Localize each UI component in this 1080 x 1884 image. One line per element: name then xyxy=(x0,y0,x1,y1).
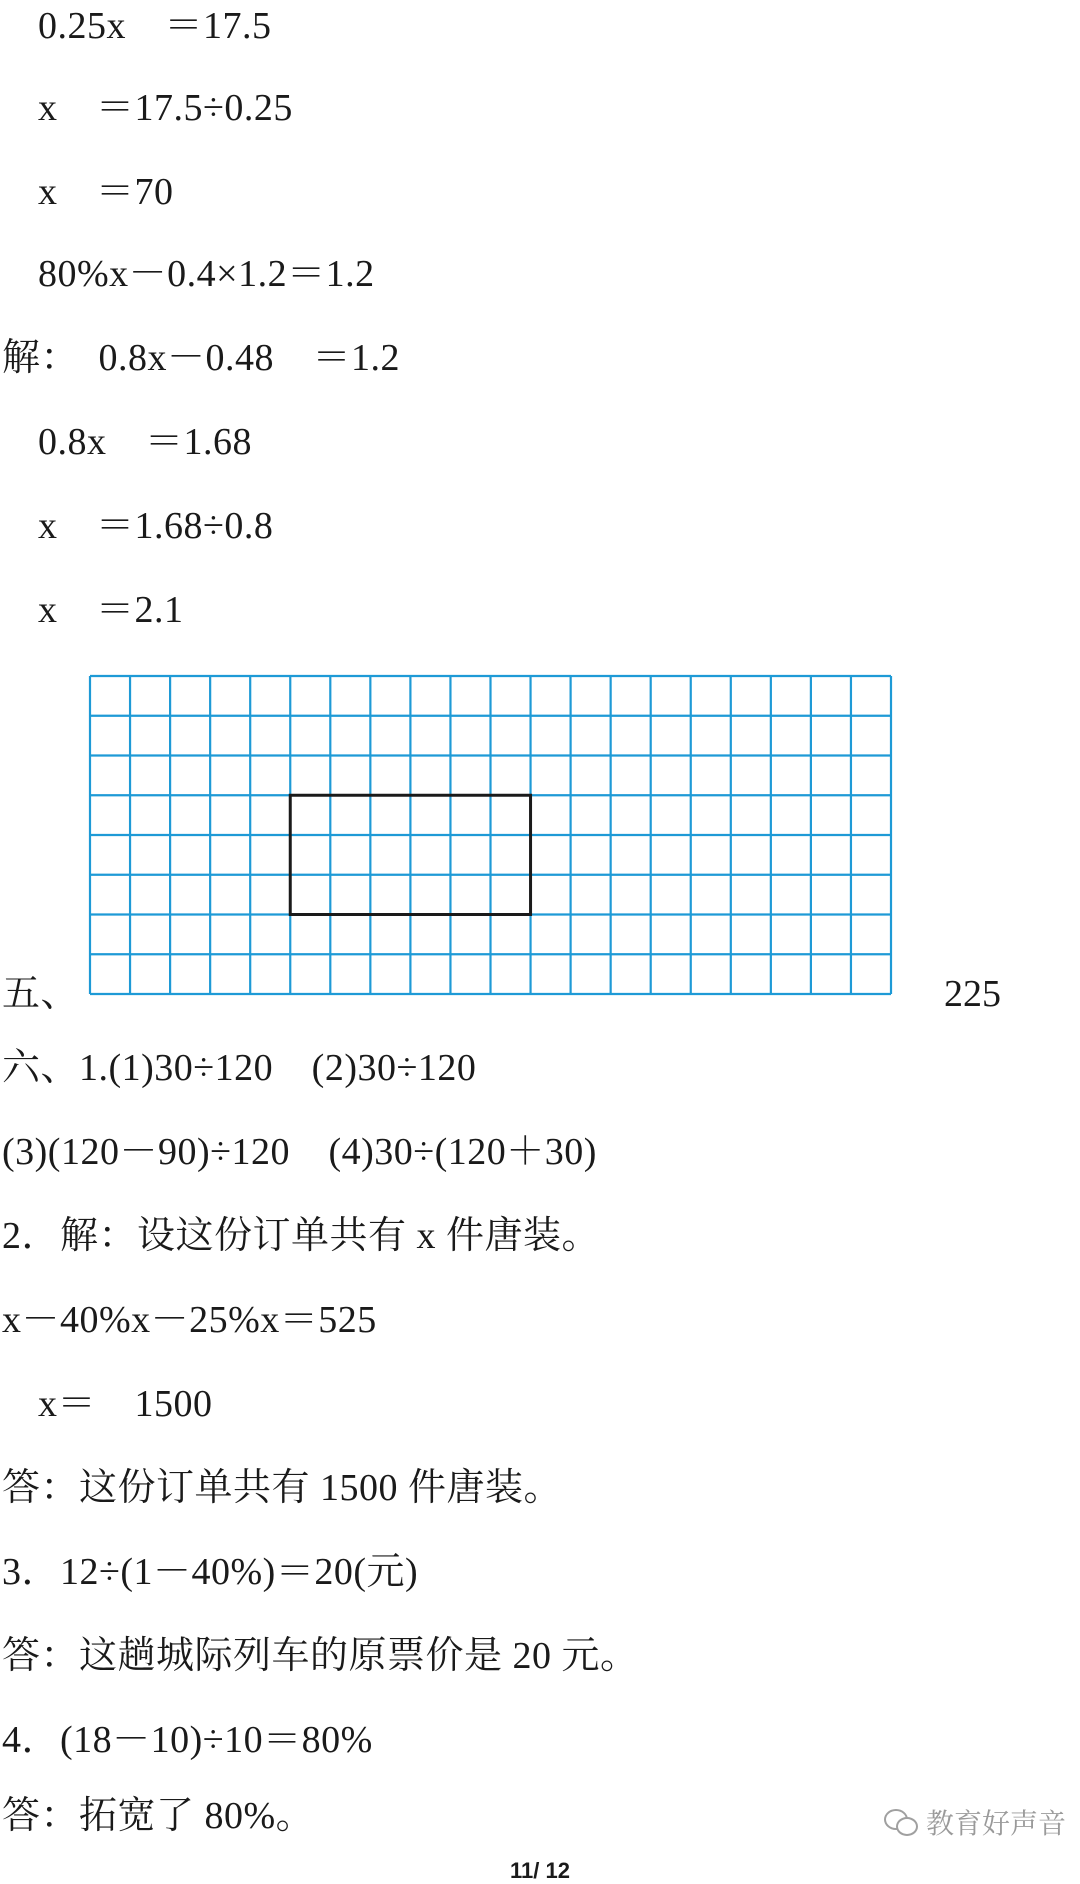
grid-figure xyxy=(88,674,893,996)
equation-line-3: x ＝70 xyxy=(38,171,174,213)
wechat-icon xyxy=(884,1807,920,1837)
problem-3-answer: 答：这趟城际列车的原票价是 20 元。 xyxy=(2,1635,639,1677)
section-six-line-1: 六、1.(1)30÷120 (2)30÷120 xyxy=(2,1047,477,1089)
equation-line-6: 0.8x ＝1.68 xyxy=(38,421,253,463)
problem-4-answer: 答：拓宽了 80%。 xyxy=(2,1795,315,1837)
problem-3-equation: 3．12÷(1－40%)＝20(元) xyxy=(2,1551,419,1593)
watermark xyxy=(884,1802,1066,1842)
section-six-line-2: (3)(120－90)÷120 (4)30÷(120＋30) xyxy=(2,1131,597,1173)
equation-line-5: 解： 0.8x－0.48 ＝1.2 xyxy=(2,337,401,379)
problem-2-answer: 答：这份订单共有 1500 件唐装。 xyxy=(2,1467,563,1509)
problem-2-solution: x＝ 1500 xyxy=(38,1383,213,1425)
grid-svg xyxy=(88,674,893,996)
equation-line-4: 80%x－0.4×1.2＝1.2 xyxy=(38,253,375,295)
equation-line-1: 0.25x ＝17.5 xyxy=(38,5,272,47)
equation-line-8: x ＝2.1 xyxy=(38,589,184,631)
problem-2-intro: 2．解：设这份订单共有 x 件唐装。 xyxy=(2,1215,601,1257)
section-five-answer: 225 xyxy=(944,973,1001,1015)
page-number: 11/ 12 xyxy=(510,1858,570,1883)
watermark-text: 教育好声音 xyxy=(925,1807,1066,1840)
equation-line-7: x ＝1.68÷0.8 xyxy=(38,505,274,547)
equation-line-2: x ＝17.5÷0.25 xyxy=(38,87,293,129)
section-five-label: 五、 xyxy=(2,973,80,1015)
problem-4-equation: 4．(18－10)÷10＝80% xyxy=(2,1719,373,1761)
problem-2-equation: x－40%x－25%x＝525 xyxy=(2,1299,377,1341)
